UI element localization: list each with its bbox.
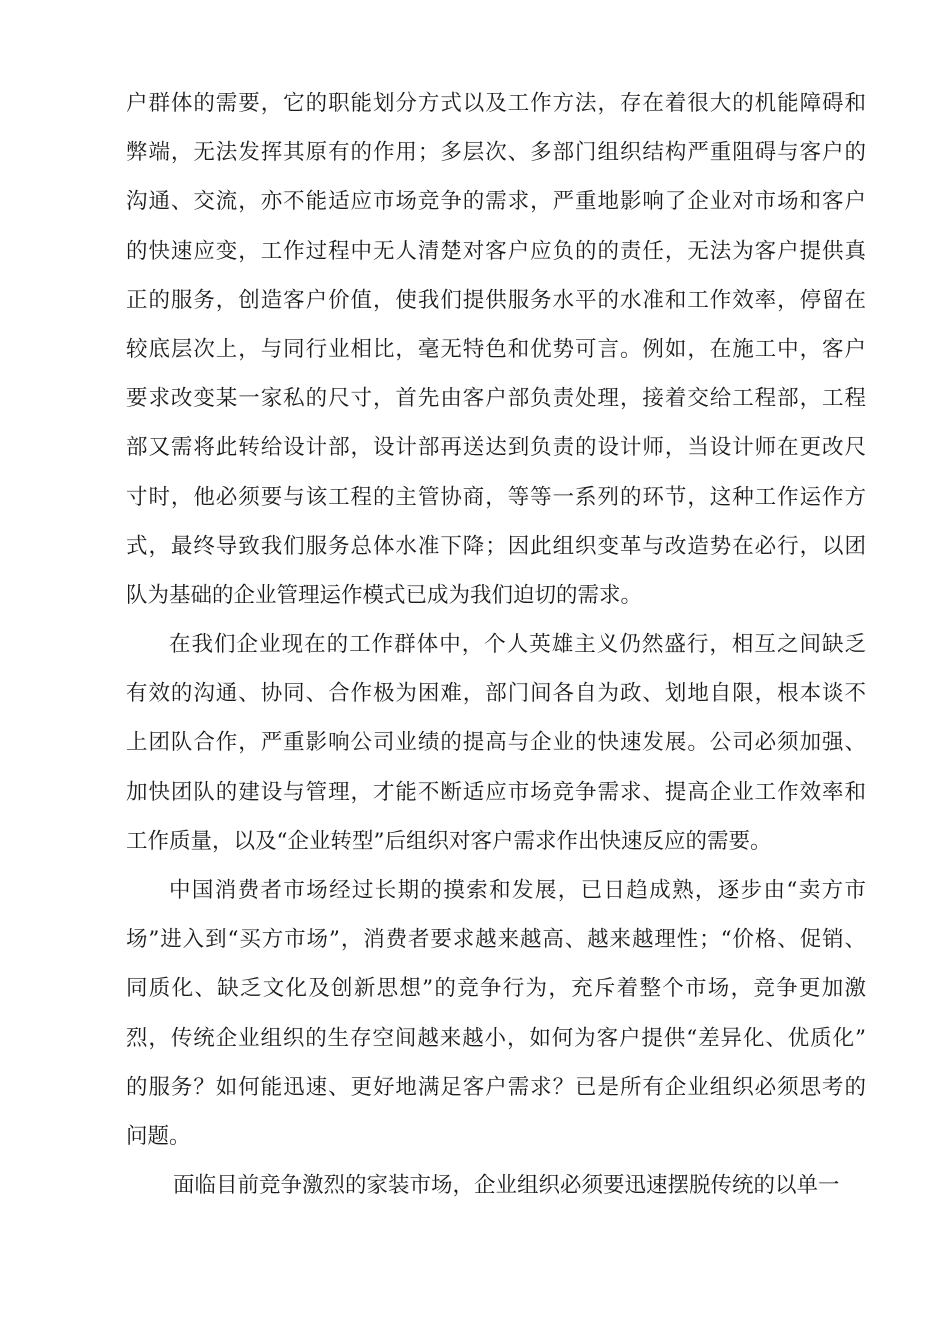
text-line: 同质化、缺乏文化及创新思想”的竞争行为，充斥着整个市场，竞争更加激 xyxy=(126,976,866,1002)
text-line: 上团队合作，严重影响公司业绩的提高与企业的快速发展。公司必须加强、 xyxy=(126,730,866,756)
text-line: 沟通、交流，亦不能适应市场竞争的需求，严重地影响了企业对市场和客户 xyxy=(126,189,866,215)
text-line: 的快速应变，工作过程中无人清楚对客户应负的的责任，无法为客户提供真 xyxy=(126,238,866,264)
text-line: 队为基础的企业管理运作模式已成为我们迫切的需求。 xyxy=(126,582,643,608)
text-line: 加快团队的建设与管理，才能不断适应市场竞争需求、提高企业工作效率和 xyxy=(126,779,866,805)
text-line: 户群体的需要，它的职能划分方式以及工作方法，存在着很大的机能障碍和 xyxy=(126,91,866,116)
text-line: 场”进入到“买方市场”，消费者要求越来越高、越来越理性；“价格、促销、 xyxy=(126,927,866,953)
text-line: 部又需将此转给设计部，设计部再送达到负责的设计师，当设计师在更改尺 xyxy=(126,435,866,461)
text-line: 在我们企业现在的工作群体中，个人英雄主义仍然盛行，相互之间缺乏 xyxy=(169,632,866,658)
text-line: 的服务？如何能迅速、更好地满足客户需求？已是所有企业组织必须思考的 xyxy=(126,1074,866,1100)
text-line: 要求改变某一家私的尺寸，首先由客户部负责处理，接着交给工程部，工程 xyxy=(126,386,866,412)
text-line: 有效的沟通、协同、合作极为困难，部门间各自为政、划地自限，根本谈不 xyxy=(126,681,866,707)
text-line: 弊端，无法发挥其原有的作用；多层次、多部门组织结构严重阻碍与客户的 xyxy=(126,140,866,166)
text-line: 问题。 xyxy=(126,1123,191,1149)
text-line: 寸时，他必须要与该工程的主管协商，等等一系列的环节，这种工作运作方 xyxy=(126,484,866,510)
text-line: 烈，传统企业组织的生存空间越来越小，如何为客户提供“差异化、优质化” xyxy=(126,1025,866,1051)
text-line: 中国消费者市场经过长期的摸索和发展，已日趋成熟，逐步由“卖方市 xyxy=(169,878,866,903)
text-line: 面临目前竞争激烈的家装市场，企业组织必须要迅速摆脱传统的以单一 xyxy=(173,1173,840,1199)
text-line: 正的服务，创造客户价值，使我们提供服务水平的水准和工作效率，停留在 xyxy=(126,287,866,313)
body-text xyxy=(126,79,866,1210)
text-line: 工作质量，以及“企业转型”后组织对客户需求作出快速反应的需要。 xyxy=(126,828,772,854)
text-line: 式，最终导致我们服务总体水准下降；因此组织变革与改造势在必行，以团 xyxy=(126,533,866,559)
text-line: 较底层次上，与同行业相比，毫无特色和优势可言。例如，在施工中，客户 xyxy=(126,336,866,362)
